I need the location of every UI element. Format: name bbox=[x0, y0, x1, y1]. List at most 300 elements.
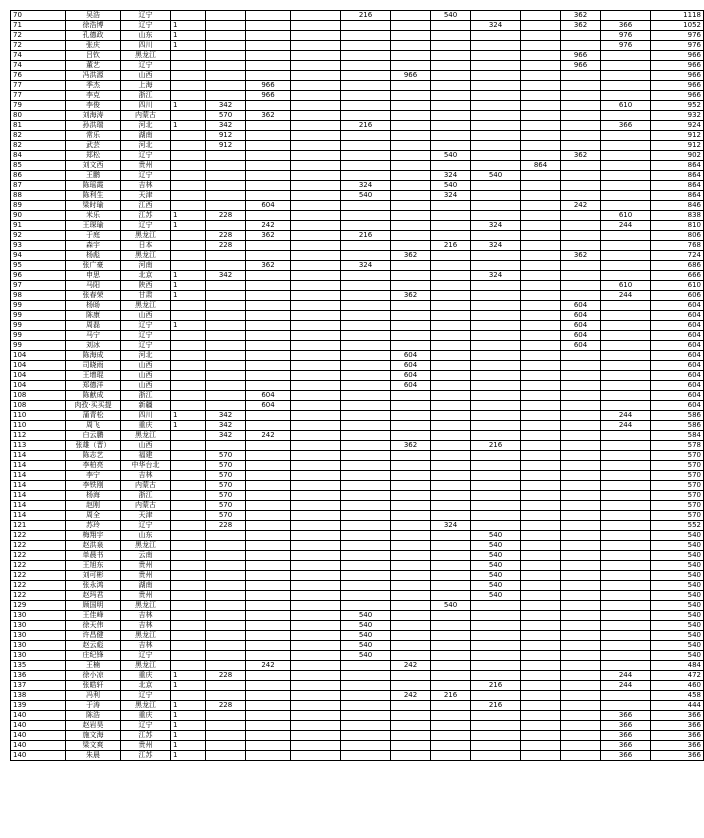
score-cell bbox=[291, 611, 341, 621]
score-cell: 966 bbox=[561, 61, 601, 71]
score-cell bbox=[246, 151, 291, 161]
table-row bbox=[11, 751, 704, 761]
name-cell: 陈志艺 bbox=[66, 451, 121, 461]
name-cell: 李克 bbox=[66, 91, 121, 101]
table-row bbox=[11, 531, 704, 541]
name-cell: 赵玛君 bbox=[66, 591, 121, 601]
score-cell bbox=[341, 421, 391, 431]
score-cell bbox=[291, 41, 341, 51]
region-cell: 黑龙江 bbox=[121, 541, 171, 551]
score-cell: 570 bbox=[206, 491, 246, 501]
score-cell bbox=[471, 501, 521, 511]
score-cell: 604 bbox=[561, 331, 601, 341]
score-cell bbox=[291, 591, 341, 601]
score-cell: 362 bbox=[246, 231, 291, 241]
score-cell bbox=[561, 41, 601, 51]
score-cell bbox=[601, 131, 651, 141]
flag-cell bbox=[171, 231, 206, 241]
name-cell: 周全 bbox=[66, 511, 121, 521]
score-cell: 362 bbox=[246, 111, 291, 121]
score-cell bbox=[601, 71, 651, 81]
region-cell: 山西 bbox=[121, 441, 171, 451]
score-cell: 242 bbox=[246, 661, 291, 671]
score-cell bbox=[521, 431, 561, 441]
score-cell: 570 bbox=[206, 481, 246, 491]
score-cell bbox=[561, 591, 601, 601]
table-row bbox=[11, 11, 704, 21]
score-cell: 242 bbox=[391, 691, 431, 701]
region-cell: 黑龙江 bbox=[121, 231, 171, 241]
score-cell bbox=[291, 511, 341, 521]
score-cell bbox=[561, 501, 601, 511]
score-cell bbox=[561, 581, 601, 591]
flag-cell bbox=[171, 81, 206, 91]
flag-cell bbox=[171, 621, 206, 631]
score-cell bbox=[601, 321, 651, 331]
score-cell bbox=[206, 581, 246, 591]
score-cell bbox=[431, 491, 471, 501]
score-cell bbox=[521, 341, 561, 351]
score-cell bbox=[521, 271, 561, 281]
score-cell bbox=[601, 111, 651, 121]
name-cell: 徐小凉 bbox=[66, 671, 121, 681]
score-cell bbox=[291, 521, 341, 531]
name-cell: 刘文西 bbox=[66, 161, 121, 171]
score-cell bbox=[206, 711, 246, 721]
score-cell bbox=[391, 401, 431, 411]
score-cell bbox=[246, 491, 291, 501]
score-cell bbox=[246, 701, 291, 711]
score-cell bbox=[431, 411, 471, 421]
flag-cell bbox=[171, 171, 206, 181]
rank-cell: 96 bbox=[11, 271, 66, 281]
rank-cell: 136 bbox=[11, 671, 66, 681]
name-cell: 徐天伟 bbox=[66, 621, 121, 631]
name-cell: 孙洪瑞 bbox=[66, 121, 121, 131]
score-cell: 966 bbox=[391, 71, 431, 81]
score-cell bbox=[521, 241, 561, 251]
ranking-table-body bbox=[11, 11, 704, 761]
flag-cell bbox=[171, 521, 206, 531]
score-cell bbox=[341, 51, 391, 61]
score-cell bbox=[246, 211, 291, 221]
name-cell: 单晨书 bbox=[66, 551, 121, 561]
flag-cell bbox=[171, 611, 206, 621]
score-cell bbox=[431, 31, 471, 41]
score-cell bbox=[341, 581, 391, 591]
score-cell bbox=[341, 301, 391, 311]
score-cell: 216 bbox=[431, 691, 471, 701]
score-cell: 324 bbox=[471, 21, 521, 31]
score-cell bbox=[246, 291, 291, 301]
region-cell: 辽宁 bbox=[121, 721, 171, 731]
score-cell bbox=[206, 681, 246, 691]
score-cell bbox=[206, 21, 246, 31]
total-cell: 604 bbox=[651, 351, 704, 361]
score-cell: 242 bbox=[246, 221, 291, 231]
score-cell bbox=[431, 751, 471, 761]
region-cell: 重庆 bbox=[121, 711, 171, 721]
score-cell: 540 bbox=[471, 571, 521, 581]
score-cell bbox=[246, 251, 291, 261]
score-cell bbox=[341, 151, 391, 161]
score-cell bbox=[291, 391, 341, 401]
total-cell: 570 bbox=[651, 481, 704, 491]
score-cell bbox=[246, 621, 291, 631]
name-cell: 肉孜·买买提 bbox=[66, 401, 121, 411]
score-cell bbox=[291, 81, 341, 91]
score-cell bbox=[431, 701, 471, 711]
score-cell bbox=[431, 621, 471, 631]
score-cell bbox=[291, 431, 341, 441]
score-cell bbox=[561, 391, 601, 401]
region-cell: 贵州 bbox=[121, 591, 171, 601]
score-cell: 570 bbox=[206, 461, 246, 471]
score-cell bbox=[291, 251, 341, 261]
score-cell bbox=[291, 71, 341, 81]
name-cell: 施文海 bbox=[66, 731, 121, 741]
total-cell: 604 bbox=[651, 391, 704, 401]
score-cell bbox=[391, 591, 431, 601]
score-cell bbox=[561, 531, 601, 541]
score-cell: 604 bbox=[246, 391, 291, 401]
score-cell bbox=[291, 631, 341, 641]
region-cell: 辽宁 bbox=[121, 11, 171, 21]
score-cell: 540 bbox=[341, 621, 391, 631]
flag-cell bbox=[171, 91, 206, 101]
total-cell: 540 bbox=[651, 641, 704, 651]
score-cell bbox=[246, 471, 291, 481]
rank-cell: 95 bbox=[11, 261, 66, 271]
name-cell: 于涛 bbox=[66, 701, 121, 711]
score-cell bbox=[341, 391, 391, 401]
score-cell bbox=[471, 631, 521, 641]
score-cell bbox=[391, 231, 431, 241]
score-cell bbox=[521, 311, 561, 321]
rank-cell: 114 bbox=[11, 471, 66, 481]
score-cell: 242 bbox=[246, 431, 291, 441]
score-cell bbox=[601, 251, 651, 261]
score-cell bbox=[471, 91, 521, 101]
score-cell: 362 bbox=[391, 291, 431, 301]
score-cell bbox=[431, 671, 471, 681]
score-cell bbox=[391, 241, 431, 251]
table-row bbox=[11, 291, 704, 301]
score-cell bbox=[601, 691, 651, 701]
table-row bbox=[11, 701, 704, 711]
score-cell bbox=[206, 151, 246, 161]
name-cell: 杨海 bbox=[66, 491, 121, 501]
score-cell bbox=[561, 681, 601, 691]
score-cell bbox=[291, 751, 341, 761]
rank-cell: 114 bbox=[11, 501, 66, 511]
rank-cell: 130 bbox=[11, 641, 66, 651]
flag-cell: 1 bbox=[171, 271, 206, 281]
score-cell bbox=[246, 641, 291, 651]
score-cell bbox=[391, 141, 431, 151]
total-cell: 366 bbox=[651, 711, 704, 721]
table-row bbox=[11, 361, 704, 371]
score-cell bbox=[521, 601, 561, 611]
score-cell bbox=[246, 161, 291, 171]
score-cell bbox=[471, 611, 521, 621]
table-row bbox=[11, 141, 704, 151]
total-cell: 864 bbox=[651, 181, 704, 191]
score-cell bbox=[391, 751, 431, 761]
score-cell bbox=[521, 491, 561, 501]
region-cell: 黑龙江 bbox=[121, 251, 171, 261]
score-cell bbox=[341, 741, 391, 751]
table-row bbox=[11, 651, 704, 661]
score-cell: 540 bbox=[341, 611, 391, 621]
score-cell bbox=[431, 551, 471, 561]
score-cell bbox=[391, 571, 431, 581]
rank-cell: 122 bbox=[11, 531, 66, 541]
score-cell bbox=[391, 311, 431, 321]
table-row bbox=[11, 411, 704, 421]
rank-cell: 90 bbox=[11, 211, 66, 221]
score-cell bbox=[341, 711, 391, 721]
name-cell: 梅翔宇 bbox=[66, 531, 121, 541]
score-cell bbox=[341, 61, 391, 71]
table-row bbox=[11, 81, 704, 91]
rank-cell: 130 bbox=[11, 651, 66, 661]
score-cell bbox=[291, 281, 341, 291]
score-cell bbox=[341, 571, 391, 581]
total-cell: 458 bbox=[651, 691, 704, 701]
score-cell bbox=[431, 541, 471, 551]
score-cell bbox=[206, 751, 246, 761]
total-cell: 444 bbox=[651, 701, 704, 711]
score-cell bbox=[601, 61, 651, 71]
score-cell bbox=[471, 71, 521, 81]
score-cell bbox=[391, 601, 431, 611]
rank-cell: 113 bbox=[11, 441, 66, 451]
score-cell bbox=[431, 441, 471, 451]
flag-cell bbox=[171, 61, 206, 71]
score-cell bbox=[561, 641, 601, 651]
region-cell: 四川 bbox=[121, 41, 171, 51]
score-cell bbox=[291, 111, 341, 121]
score-cell bbox=[521, 61, 561, 71]
name-cell: 陈瑶霞 bbox=[66, 181, 121, 191]
total-cell: 1118 bbox=[651, 11, 704, 21]
table-row bbox=[11, 261, 704, 271]
score-cell bbox=[521, 591, 561, 601]
total-cell: 570 bbox=[651, 451, 704, 461]
region-cell: 甘肃 bbox=[121, 291, 171, 301]
region-cell: 上海 bbox=[121, 81, 171, 91]
score-cell bbox=[206, 201, 246, 211]
table-row bbox=[11, 581, 704, 591]
score-cell bbox=[431, 271, 471, 281]
table-row bbox=[11, 551, 704, 561]
total-cell: 540 bbox=[651, 591, 704, 601]
score-cell bbox=[601, 651, 651, 661]
name-cell: 张雄（晋） bbox=[66, 441, 121, 451]
rank-cell: 81 bbox=[11, 121, 66, 131]
total-cell: 952 bbox=[651, 101, 704, 111]
total-cell: 966 bbox=[651, 81, 704, 91]
flag-cell bbox=[171, 531, 206, 541]
score-cell bbox=[601, 161, 651, 171]
score-cell bbox=[206, 251, 246, 261]
score-cell bbox=[246, 101, 291, 111]
flag-cell bbox=[171, 391, 206, 401]
rank-cell: 74 bbox=[11, 61, 66, 71]
score-cell bbox=[521, 751, 561, 761]
score-cell bbox=[471, 211, 521, 221]
score-cell bbox=[431, 431, 471, 441]
score-cell bbox=[341, 401, 391, 411]
score-cell bbox=[341, 131, 391, 141]
rank-cell: 122 bbox=[11, 541, 66, 551]
score-cell bbox=[391, 581, 431, 591]
name-cell: 张皓轩 bbox=[66, 681, 121, 691]
score-cell bbox=[601, 621, 651, 631]
score-cell bbox=[521, 351, 561, 361]
score-cell bbox=[206, 381, 246, 391]
score-cell bbox=[521, 391, 561, 401]
score-cell bbox=[521, 151, 561, 161]
flag-cell bbox=[171, 431, 206, 441]
score-cell bbox=[206, 281, 246, 291]
score-cell bbox=[601, 511, 651, 521]
score-cell bbox=[431, 341, 471, 351]
region-cell: 贵州 bbox=[121, 161, 171, 171]
score-cell bbox=[431, 81, 471, 91]
total-cell: 578 bbox=[651, 441, 704, 451]
table-row bbox=[11, 491, 704, 501]
score-cell: 976 bbox=[601, 41, 651, 51]
score-cell bbox=[521, 281, 561, 291]
score-cell: 540 bbox=[471, 561, 521, 571]
score-cell bbox=[601, 381, 651, 391]
table-row bbox=[11, 281, 704, 291]
total-cell: 924 bbox=[651, 121, 704, 131]
rank-cell: 114 bbox=[11, 451, 66, 461]
score-cell: 216 bbox=[471, 441, 521, 451]
flag-cell: 1 bbox=[171, 741, 206, 751]
region-cell: 日本 bbox=[121, 241, 171, 251]
score-cell bbox=[391, 541, 431, 551]
total-cell: 604 bbox=[651, 331, 704, 341]
score-cell bbox=[246, 591, 291, 601]
total-cell: 966 bbox=[651, 71, 704, 81]
score-cell bbox=[431, 631, 471, 641]
score-cell bbox=[521, 631, 561, 641]
score-cell bbox=[391, 461, 431, 471]
score-cell bbox=[561, 711, 601, 721]
rank-cell: 112 bbox=[11, 431, 66, 441]
rank-cell: 108 bbox=[11, 391, 66, 401]
score-cell bbox=[391, 271, 431, 281]
name-cell: 周飞 bbox=[66, 421, 121, 431]
score-cell bbox=[246, 511, 291, 521]
score-cell: 966 bbox=[561, 51, 601, 61]
score-cell bbox=[206, 611, 246, 621]
score-cell bbox=[291, 531, 341, 541]
region-cell: 内蒙古 bbox=[121, 501, 171, 511]
score-cell: 570 bbox=[206, 501, 246, 511]
name-cell: 张春荣 bbox=[66, 291, 121, 301]
score-cell bbox=[431, 131, 471, 141]
table-row bbox=[11, 501, 704, 511]
total-cell: 570 bbox=[651, 461, 704, 471]
score-cell bbox=[246, 41, 291, 51]
score-cell bbox=[341, 71, 391, 81]
table-row bbox=[11, 321, 704, 331]
score-cell bbox=[431, 61, 471, 71]
score-cell bbox=[291, 461, 341, 471]
score-cell bbox=[521, 251, 561, 261]
flag-cell: 1 bbox=[171, 21, 206, 31]
score-cell: 324 bbox=[471, 241, 521, 251]
score-cell bbox=[391, 501, 431, 511]
score-cell: 242 bbox=[561, 201, 601, 211]
score-cell bbox=[291, 661, 341, 671]
score-cell bbox=[431, 401, 471, 411]
score-cell bbox=[391, 411, 431, 421]
score-cell bbox=[291, 651, 341, 661]
score-cell: 912 bbox=[206, 141, 246, 151]
score-cell bbox=[206, 361, 246, 371]
score-cell bbox=[206, 321, 246, 331]
score-cell bbox=[341, 381, 391, 391]
score-cell bbox=[601, 331, 651, 341]
score-cell bbox=[521, 451, 561, 461]
flag-cell bbox=[171, 571, 206, 581]
score-cell bbox=[246, 451, 291, 461]
score-cell: 610 bbox=[601, 281, 651, 291]
score-cell bbox=[341, 461, 391, 471]
score-cell bbox=[341, 241, 391, 251]
rank-cell: 129 bbox=[11, 601, 66, 611]
flag-cell: 1 bbox=[171, 291, 206, 301]
score-cell: 540 bbox=[471, 531, 521, 541]
score-cell: 228 bbox=[206, 241, 246, 251]
score-cell bbox=[391, 91, 431, 101]
rank-cell: 99 bbox=[11, 321, 66, 331]
score-cell bbox=[291, 561, 341, 571]
score-cell bbox=[341, 671, 391, 681]
region-cell: 江苏 bbox=[121, 731, 171, 741]
score-cell bbox=[246, 321, 291, 331]
flag-cell bbox=[171, 381, 206, 391]
score-cell bbox=[521, 381, 561, 391]
score-cell bbox=[431, 101, 471, 111]
score-cell bbox=[246, 651, 291, 661]
score-cell bbox=[246, 121, 291, 131]
score-cell bbox=[521, 261, 561, 271]
table-row bbox=[11, 451, 704, 461]
name-cell: 马阳 bbox=[66, 281, 121, 291]
rank-cell: 122 bbox=[11, 591, 66, 601]
score-cell bbox=[291, 731, 341, 741]
flag-cell bbox=[171, 251, 206, 261]
score-cell bbox=[391, 491, 431, 501]
rank-cell: 86 bbox=[11, 171, 66, 181]
score-cell bbox=[561, 471, 601, 481]
score-cell bbox=[471, 471, 521, 481]
score-cell: 362 bbox=[561, 21, 601, 31]
score-cell bbox=[601, 641, 651, 651]
score-cell bbox=[521, 471, 561, 481]
table-row bbox=[11, 271, 704, 281]
score-cell bbox=[521, 41, 561, 51]
score-cell bbox=[561, 81, 601, 91]
score-cell bbox=[431, 381, 471, 391]
